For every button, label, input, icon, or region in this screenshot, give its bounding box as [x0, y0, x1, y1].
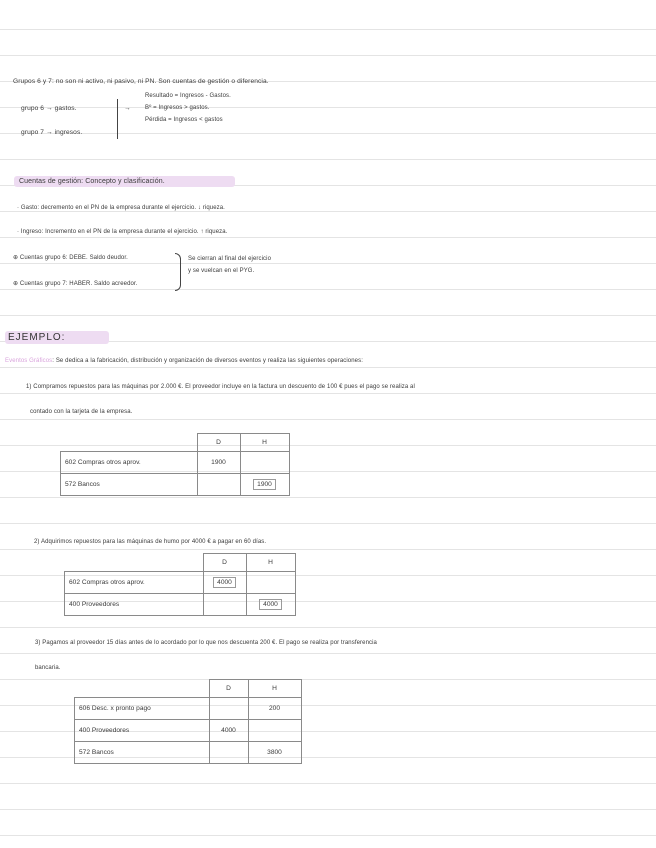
- account-name: 602 Compras otros aprov.: [65, 572, 204, 594]
- table-row: [61, 452, 290, 474]
- debe-amount: [197, 474, 240, 496]
- account-name: 572 Bancos: [61, 474, 198, 496]
- beneficio-formula: Bº = Ingresos > gastos.: [145, 105, 210, 111]
- intro-line: Grupos 6 y 7: no son ni activo, ni pasivo, ni PN. Son cuentas de gestión o diferencia.: [13, 78, 269, 85]
- ejemplo-title: EJEMPLO:: [8, 332, 66, 343]
- debe-header: D: [209, 680, 248, 698]
- table-row: [61, 474, 290, 496]
- debe-amount: [209, 742, 248, 764]
- arrow-icon: →: [124, 105, 131, 112]
- cierre-note-2: y se vuelcan en el PYG.: [188, 268, 255, 274]
- operation-3-line-1: 3) Pagamos al proveedor 15 días antes de lo acordado por lo que nos descuenta 200 €. El pago se realiza por transferencia: [35, 640, 377, 646]
- account-name: 572 Bancos: [75, 742, 210, 764]
- haber-amount: [240, 452, 289, 474]
- table-row: [75, 720, 302, 742]
- debe-amount: [209, 698, 248, 720]
- debe-amount: [203, 594, 246, 616]
- resultado-formula: Resultado = Ingresos - Gastos.: [145, 93, 231, 99]
- account-name: 602 Compras otros aprov.: [61, 452, 198, 474]
- table-row: [65, 572, 296, 594]
- account-name: 400 Proveedores: [65, 594, 204, 616]
- grupo7-note: grupo 7 → ingresos.: [21, 129, 83, 136]
- operation-1-line-1: 1) Compramos repuestos para las máquinas por 2.000 €. El proveedor incluye en la factura un descuento de 100 € pues el pago se realiza al: [26, 384, 415, 390]
- operation-3-line-2: bancaria.: [35, 665, 61, 671]
- operation-2: 2) Adquirimos repuestos para las máquinas de humo por 4000 € a pagar en 60 días.: [34, 539, 267, 545]
- account-name: 400 Proveedores: [75, 720, 210, 742]
- debe-amount: 4000: [209, 720, 248, 742]
- cuentas-grupo6: ⊕ Cuentas grupo 6: DEBE. Saldo deudor.: [13, 255, 128, 261]
- debe-amount: 4000: [203, 572, 246, 594]
- debe-header: D: [203, 554, 246, 572]
- haber-header: H: [248, 680, 301, 698]
- ejemplo-intro: [5, 357, 363, 366]
- haber-header: H: [240, 434, 289, 452]
- journal-table-2: [64, 553, 296, 616]
- account-name: 606 Desc. x pronto pago: [75, 698, 210, 720]
- haber-amount: 1900: [240, 474, 289, 496]
- haber-amount: [246, 572, 295, 594]
- table-row: [65, 594, 296, 616]
- haber-header: H: [246, 554, 295, 572]
- curly-brace: [175, 253, 181, 291]
- grupo6-note: grupo 6 → gastos.: [21, 105, 77, 112]
- table-row: [75, 698, 302, 720]
- haber-amount: [248, 720, 301, 742]
- journal-table-3: [74, 679, 302, 764]
- company-name: Eventos Gráficos: [5, 358, 53, 364]
- section-heading: Cuentas de gestión: Concepto y clasificación.: [19, 178, 165, 185]
- perdida-formula: Pérdida = Ingresos < gastos: [145, 117, 223, 123]
- operation-1-line-2: contado con la tarjeta de la empresa.: [30, 409, 133, 415]
- cuentas-grupo7: ⊕ Cuentas grupo 7: HABER. Saldo acreedor.: [13, 281, 138, 287]
- cierre-note-1: Se cierran al final del ejercicio: [188, 256, 272, 262]
- haber-amount: 4000: [246, 594, 295, 616]
- divider-brace: [117, 99, 118, 139]
- gasto-definition: · Gasto: decremento en el PN de la empresa durante el ejercicio. ↓ riqueza.: [17, 205, 225, 211]
- debe-header: D: [197, 434, 240, 452]
- haber-amount: 200: [248, 698, 301, 720]
- table-row: [75, 742, 302, 764]
- company-description: : Se dedica a la fabricación, distribución y organización de diversos eventos y realiza las siguientes operaciones:: [52, 358, 363, 364]
- haber-amount: 3800: [248, 742, 301, 764]
- journal-table-1: [60, 433, 290, 496]
- debe-amount: 1900: [197, 452, 240, 474]
- ingreso-definition: · Ingreso: Incremento en el PN de la empresa durante el ejercicio. ↑ riqueza.: [17, 229, 228, 235]
